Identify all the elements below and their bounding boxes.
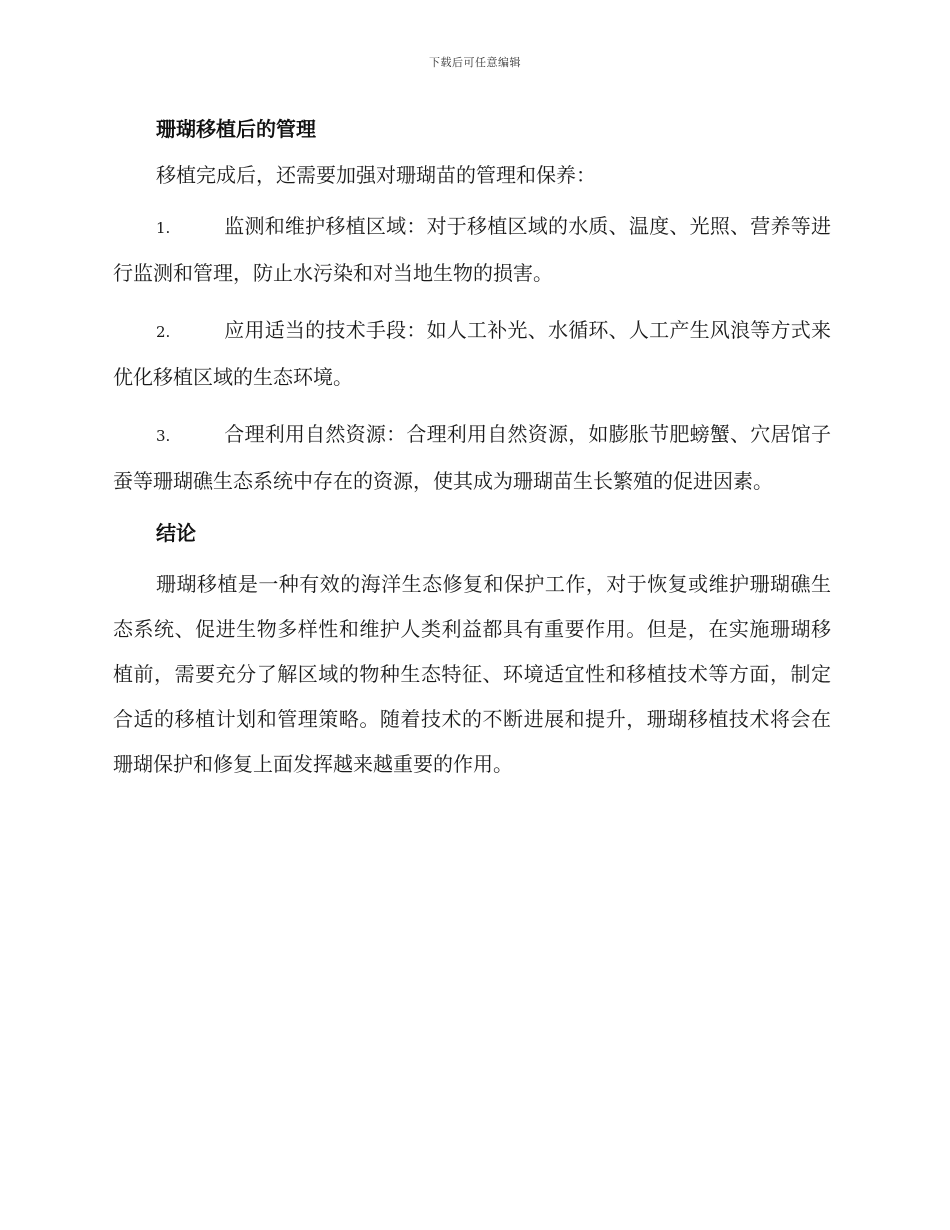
list-item-3: [113, 412, 831, 504]
list-item-1: [113, 204, 831, 296]
document-body: [113, 112, 831, 799]
section-heading-conclusion: 结论: [156, 521, 196, 545]
list-text-3: 合理利用自然资源：合理利用自然资源，如膨胀节肥螃蟹、穴居馆子蚕等珊瑚礁生态系统中存在的资源，使其成为珊瑚苗生长繁殖的促进因素。: [113, 422, 831, 493]
conclusion-paragraph: 珊瑚移植是一种有效的海洋生态修复和保护工作，对于恢复或维护珊瑚礁生态系统、促进生物多样性和维护人类利益都具有重要作用。但是，在实施珊瑚移植前，需要充分了解区域的物种生态特征、环境适宜性和移植技术等方面，制定合适的移植计划和管理策略。随着技术的不断进展和提升，珊瑚移植技术将会在珊瑚保护和修复上面发挥越来越重要的作用。: [113, 572, 831, 776]
list-number-3: 3.: [156, 427, 171, 445]
page-header: 下载后可任意编辑: [429, 56, 521, 69]
section-intro: 移植完成后，还需要加强对珊瑚苗的管理和保养：: [156, 163, 596, 187]
section-heading-management: 珊瑚移植后的管理: [156, 117, 316, 141]
list-number-1: 1.: [156, 219, 171, 237]
list-text-2: 应用适当的技术手段：如人工补光、水循环、人工产生风浪等方式来优化移植区域的生态环境。: [113, 318, 831, 389]
list-number-2: 2.: [156, 323, 171, 341]
list-text-1: 监测和维护移植区域：对于移植区域的水质、温度、光照、营养等进行监测和管理，防止水污染和对当地生物的损害。: [113, 214, 831, 285]
list-item-2: [113, 308, 831, 400]
